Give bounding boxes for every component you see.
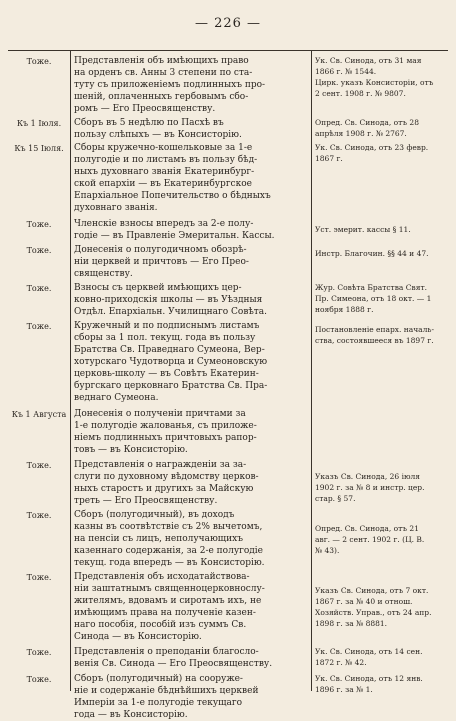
row-date: Тоже. bbox=[26, 322, 52, 331]
row-reference: Ук. Св. Синода, отъ 23 февр. 1867 г. bbox=[315, 143, 429, 163]
row-reference: Указъ Св. Синода, 26 іюля 1902 г. за № 8 и инстр. цер. стар. § 57. bbox=[315, 472, 425, 503]
row-description: Взносы съ церквей имѣющихъ цер- ковно-приходскія школы — въ Уѣздныя Отдѣл. Епархіальн. Училищнаго Совѣта. bbox=[74, 283, 268, 317]
row-description: Донесенія о полугодичномъ обозрѣ- ніи церквей и причтовъ — Его Прео- священству. bbox=[74, 245, 249, 279]
row-description: Представленія объ имѣющихъ право на орденъ св. Анны 3 степени по ста- туту съ приложеніемъ подлинныхъ про- шеній, оплаченныхъ гербовымъ сбо- ромъ — Его Преосвященству. bbox=[74, 56, 266, 114]
row-description: Представленія объ исходатайствова- ніи заштатнымъ священноцерковнослу- жителямъ, вдовамъ и сиротамъ ихъ, не имѣющимъ права на полученіе казен- наго пособія, пособій изъ суммъ Св. Синода — въ Консисторію. bbox=[74, 572, 265, 642]
row-description: Сборы кружечно-кошельковые за 1-е полугодіе и по листамъ въ пользу бѣд- ныхъ духовнаго званія Екатеринбург- ской епархіи — въ Екатеринбургское Епархіальное Попечительство о бѣдныхъ духовнаго званія. bbox=[74, 143, 271, 213]
row-reference: Инстр. Благочин. §§ 44 и 47. bbox=[315, 249, 429, 258]
row-date: Тоже. bbox=[26, 573, 52, 582]
row-date: Къ 1 Іюля. bbox=[16, 119, 62, 128]
row-description: Донесенія о полученіи причтами за 1-е полугодіе жалованья, съ приложе- ніемъ подлинныхъ причтовыхъ рапор- товъ — въ Консисторію. bbox=[74, 409, 257, 455]
row-date: Тоже. bbox=[26, 57, 52, 66]
row-date: Тоже. bbox=[26, 675, 52, 684]
row-description: Кружечный и по подписнымъ листамъ сборы за 1 пол. текущ. года въ пользу Братства Св. Праведнаго Сумеона, Вер- хотурскаго Чудотворца и Сумеоновскую церковь-школу — въ Совѣтъ Екатерин- бургскаго церковнаго Братства Св. Пра- веднаго Сумеона. bbox=[74, 321, 268, 403]
row-date: Тоже. bbox=[26, 284, 52, 293]
row-reference: Ук. Св. Синода, отъ 14 сен. 1872 г. № 42. bbox=[315, 647, 423, 667]
page-number: — 226 — bbox=[194, 16, 262, 31]
row-reference: Опред. Св. Синода, отъ 28 апрѣля 1908 г. № 2767. bbox=[315, 118, 419, 138]
row-reference: Постановленіе епарх. началь- ства, состоявшееся въ 1897 г. bbox=[315, 325, 435, 345]
row-reference: Ук. Св. Синода, отъ 31 мая 1866 г. № 1544. Цирк. указъ Консисторіи, отъ 2 сент. 1908 г. № 9807. bbox=[315, 56, 434, 98]
row-description: Представленія о награжденіи за за- слуги по духовному вѣдомству церков- ныхъ старостъ и другихъ за Майскую треть — Его Преосвященству. bbox=[74, 460, 259, 506]
row-reference: Ук. Св. Синода, отъ 12 янв. 1896 г. за № 1. bbox=[315, 674, 423, 694]
row-date: Къ 15 Іюля. bbox=[14, 144, 64, 153]
column-divider-reference bbox=[311, 51, 312, 691]
row-description: Сборъ (полугодичный), въ доходъ казны въ соотвѣтствіе съ 2% вычетомъ, на пенсіи съ лицъ, неполучающихъ казеннаго содержанія, за 2-е полугодіе текущ. года впередъ — въ Консисторію. bbox=[74, 510, 265, 568]
row-date: Тоже. bbox=[26, 648, 52, 657]
schedule-table bbox=[8, 50, 448, 720]
row-description: Членскіе взносы впередъ за 2-е полу- годіе — въ Правленіе Эмеритальн. Кассы. bbox=[74, 219, 275, 241]
row-reference: Указъ Св. Синода, отъ 7 окт. 1867 г. за № 40 и отнош. Хозяйств. Управ., отъ 24 апр. 1898 г. за № 8881. bbox=[315, 586, 432, 628]
row-date: Тоже. bbox=[26, 511, 52, 520]
column-divider-date bbox=[70, 51, 71, 691]
row-date: Тоже. bbox=[26, 220, 52, 229]
row-description: Сборъ въ 5 недѣлю по Пасхѣ въ пользу слѣпыхъ — въ Консисторію. bbox=[74, 118, 242, 140]
row-date: Тоже. bbox=[26, 461, 52, 470]
row-description: Сборъ (полугодичный) на сооруже- ніе и содержаніе бѣднѣйшихъ церквей Имперіи за 1-е полугодіе текущаго года — въ Консисторію. bbox=[74, 674, 259, 720]
row-date: Къ 1 Августа bbox=[11, 410, 67, 419]
row-description: Представленія о преподаніи благосло- венія Св. Синода — Его Преосвященству. bbox=[74, 647, 273, 669]
row-reference: Опред. Св. Синода, отъ 21 авг. — 2 сент. 1902 г. (Ц. В. № 43). bbox=[315, 524, 425, 555]
row-date: Тоже. bbox=[26, 246, 52, 255]
row-reference: Жур. Совѣта Братства Свят. Пр. Симеона, отъ 18 окт. — 1 ноября 1888 г. bbox=[315, 283, 432, 314]
row-reference: Уст. эмерит. кассы § 11. bbox=[315, 225, 411, 234]
